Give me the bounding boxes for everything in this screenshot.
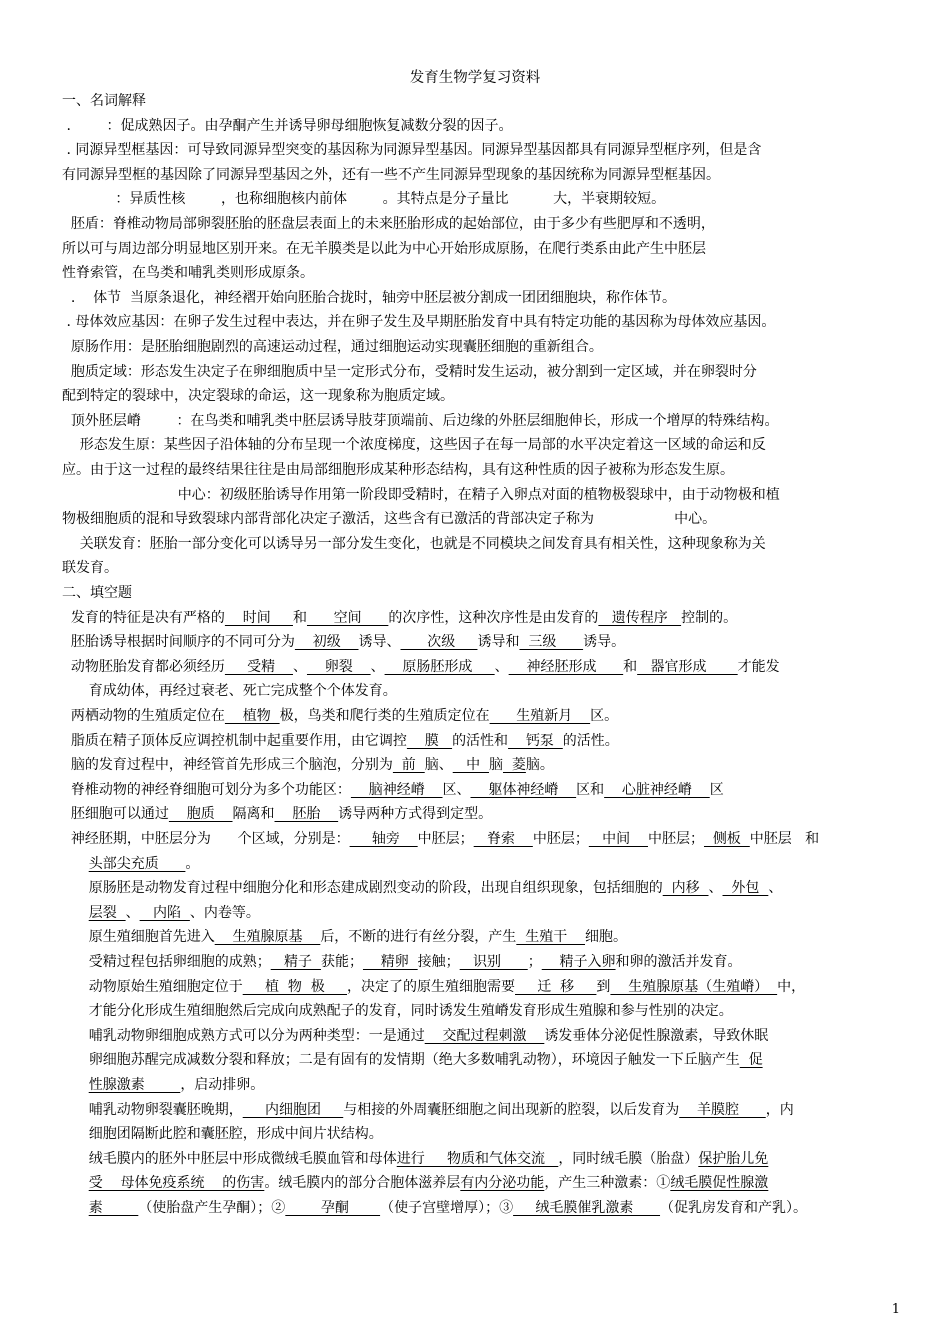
text-segment: 的活性和 xyxy=(452,732,509,749)
text-segment xyxy=(62,1077,89,1093)
text-segment: 脂质在精子顶体反应调控机制中起重要作用，由它调控 xyxy=(62,732,407,749)
text-segment: . 母体效应基因：在卵子发生过程中表达，并在卵子发生及早期胚胎发育中具有特定功能的基因称为母体效应基因。 xyxy=(62,314,776,331)
text-segment: 原肠胚是动物发育过程中细胞分化和形态建成剧烈变动的阶段，出现自组织现象，包括细胞的 xyxy=(62,880,663,897)
filled-blank-answer: 生殖腺原基（生殖嵴） xyxy=(610,978,778,995)
text-segment: . 同源异型框基因：可导致同源异型突变的基因称为同源异型基因。同源异型基因都具有同源异型框序列，但是含 xyxy=(62,142,762,159)
text-line xyxy=(62,999,902,1023)
text-segment: 接触； xyxy=(417,954,460,970)
text-segment: 配到特定的裂球中，决定裂球的命运，这一现象称为胞质定域。 xyxy=(62,388,454,405)
text-segment: . 体节 当原条退化，神经褶开始向胚胎合拢时，轴旁中胚层被分割成一团团细胞块，称作体节。 xyxy=(62,289,677,306)
text-line xyxy=(62,1098,902,1122)
text-segment: 细胞。 xyxy=(585,929,628,946)
filled-blank-answer: 迁 移 xyxy=(515,978,597,995)
text-segment: 形态发生原：某些因子沿体轴的分布呈现一个浓度梯度，这些因子在每一局部的水平决定着这一区域的命运和反 xyxy=(62,437,766,454)
text-line xyxy=(62,507,902,531)
filled-blank-answer: 羊膜腔 xyxy=(679,1101,766,1118)
filled-blank-answer: 空间 xyxy=(306,609,389,626)
text-segment: 细胞团隔断此腔和囊胚腔，形成中间片状结构。 xyxy=(62,1126,383,1143)
text-line xyxy=(62,778,902,802)
filled-blank-answer: 性腺激素 xyxy=(88,1077,181,1093)
text-segment: 隔离和 xyxy=(232,806,275,823)
text-line xyxy=(62,753,902,777)
text-segment: 和 xyxy=(623,658,638,675)
filled-blank-answer: 绒毛膜促性腺激 xyxy=(670,1175,769,1192)
filled-blank-answer: 钙泵 xyxy=(508,732,563,749)
filled-blank-answer: 受 母体免疫系统 的伤害 xyxy=(88,1175,265,1192)
text-segment: 中胚层 和 xyxy=(749,831,820,847)
text-line xyxy=(62,1024,902,1048)
text-line xyxy=(62,360,902,384)
text-line xyxy=(62,1048,902,1072)
filled-blank-answer: 植物 xyxy=(224,708,280,724)
text-segment: 脊椎动物的神经脊细胞可划分为多个功能区： xyxy=(62,781,351,798)
text-segment: 胚细胞可以通过 xyxy=(62,806,169,823)
text-line xyxy=(62,655,902,679)
filled-blank-answer: 三级 xyxy=(519,634,584,651)
text-segment: 顶外胚层嵴 ：在鸟类和哺乳类中胚层诱导肢芽顶端前、后边缘的外胚层细胞伸长，形成一个增厚的特殊结构。 xyxy=(62,412,779,429)
text-segment: 哺乳动物卵细胞成熟方式可以分为两种类型：一是通过 xyxy=(62,1027,425,1044)
text-segment: . ：促成熟因子。由孕酮产生并诱导卵母细胞恢复减数分裂的因子。 xyxy=(62,117,513,134)
text-segment xyxy=(62,856,89,872)
filled-blank-answer: 心脏神经嵴 xyxy=(604,781,710,798)
text-line xyxy=(62,876,902,900)
filled-blank-answer: 有内分泌功能 xyxy=(460,1175,545,1192)
filled-blank-answer: 外包 xyxy=(722,880,769,897)
filled-blank-answer: 卵裂 xyxy=(306,658,371,675)
text-line xyxy=(62,212,902,236)
text-segment: 与相接的外周囊胚细胞之间出现新的腔裂，以后发育为 xyxy=(343,1101,680,1118)
filled-blank-answer: 原肠胚形成 xyxy=(384,658,495,675)
text-segment: 中， xyxy=(777,978,806,995)
text-line xyxy=(62,802,902,826)
text-segment: 受精过程包括卵细胞的成熟； xyxy=(62,954,271,970)
text-segment: 区、 xyxy=(442,781,471,798)
text-segment: 胞质定域：形态发生决定子在卵细胞质中呈一定形式分布，受精时发生运动，被分割到一定区域，并在卵裂时分 xyxy=(62,363,757,380)
text-line xyxy=(62,1147,902,1171)
filled-blank-answer: 受精 xyxy=(224,658,293,675)
text-line xyxy=(62,335,902,359)
text-line xyxy=(62,409,902,433)
text-line xyxy=(62,1122,902,1146)
text-segment: 才能发 xyxy=(737,658,780,675)
text-line xyxy=(62,114,902,138)
text-segment: 脑的发育过程中，神经管首先形成三个脑泡，分别为 xyxy=(62,757,393,774)
text-line xyxy=(62,187,902,211)
filled-blank-answer: 时间 xyxy=(224,609,293,626)
text-line xyxy=(62,1171,902,1195)
text-segment: 发育的特征是决有严格的 xyxy=(62,609,225,626)
text-segment: 诱导和 xyxy=(477,634,520,651)
text-segment: 区和 xyxy=(576,781,605,798)
text-segment: 控制的。 xyxy=(681,609,738,626)
text-segment: 诱导两种方式得到定型。 xyxy=(338,806,493,823)
text-line xyxy=(62,458,902,482)
text-segment: 联发育。 xyxy=(62,560,118,577)
text-segment: 两栖动物的生殖质定位在 xyxy=(62,708,225,724)
text-line xyxy=(62,950,902,974)
filled-blank-answer: 保护胎儿免 xyxy=(698,1150,769,1167)
document-title: 发育生物学复习资料 xyxy=(409,70,541,86)
text-line xyxy=(62,975,902,999)
filled-blank-answer: 遗传程序 xyxy=(598,609,682,626)
text-segment: 应。由于这一过程的最终结果往往是由局部细胞形成某种形态结构，具有这种性质的因子被称为形态发生原。 xyxy=(62,462,734,478)
text-segment: （使子宫壁增厚）；③ xyxy=(380,1200,514,1216)
filled-blank-answer: 初级 xyxy=(294,634,359,651)
text-segment: 到 xyxy=(596,978,611,995)
text-segment: ，启动排卵。 xyxy=(180,1077,265,1093)
text-segment: 绒毛膜内的胚外中胚层中形成微绒毛膜血管和母体 xyxy=(62,1150,397,1167)
text-line xyxy=(62,89,902,113)
filled-blank-answer: 绒毛膜催乳激素 xyxy=(513,1200,661,1216)
text-line xyxy=(62,827,902,851)
text-line xyxy=(62,384,902,408)
filled-blank-answer: 生殖干 xyxy=(516,929,586,946)
text-line xyxy=(62,556,902,580)
text-segment: 原肠作用：是胚胎细胞剧烈的高速运动过程，通过细胞运动实现囊胚细胞的重新组合。 xyxy=(62,339,603,355)
text-segment: ，内 xyxy=(765,1101,794,1118)
filled-blank-answer: 孕酮 xyxy=(285,1200,381,1216)
filled-blank-answer: 中 xyxy=(452,757,489,774)
text-segment: 后，不断的进行有丝分裂，产生 xyxy=(320,929,517,946)
text-segment: （使胎盘产生孕酮）；② xyxy=(138,1200,286,1216)
filled-blank-answer: 精子 xyxy=(270,954,321,970)
text-segment: 、 xyxy=(708,880,723,897)
text-segment: 中心：初级胚胎诱导作用第一阶段即受精时，在精子入卵点对面的植物极裂球中，由于动物极和植 xyxy=(62,486,780,503)
filled-blank-answer: 交配过程刺激 xyxy=(424,1027,545,1044)
text-line xyxy=(62,163,902,187)
filled-blank-answer: 胚胎 xyxy=(274,806,339,823)
filled-blank-answer: 躯体神经嵴 xyxy=(470,781,577,798)
text-segment: 的活性。 xyxy=(562,732,619,749)
text-segment: 诱导。 xyxy=(583,634,626,651)
text-line xyxy=(62,261,902,285)
text-segment: 获能； xyxy=(320,954,363,970)
text-line xyxy=(62,679,902,703)
text-segment: 区 xyxy=(709,781,724,798)
page-number: 1 xyxy=(891,1302,900,1317)
text-line xyxy=(62,729,902,753)
text-line xyxy=(62,630,902,654)
text-segment: 动物原始生殖细胞定位于 xyxy=(62,978,243,995)
filled-blank-answer: 头部尖充质 xyxy=(88,855,186,872)
filled-blank-answer: 器官形成 xyxy=(637,658,738,675)
text-segment: 。 xyxy=(185,855,200,872)
text-segment: 脑、 xyxy=(424,757,453,774)
filled-blank-answer: 胞质 xyxy=(168,806,233,823)
text-line xyxy=(62,606,902,630)
text-line xyxy=(62,925,902,949)
text-segment: 。绒毛膜内的部分合胞体滋养层 xyxy=(264,1175,461,1192)
filled-blank-answer: 侧板 xyxy=(703,831,750,847)
text-line xyxy=(62,138,902,162)
filled-blank-answer: 脊索 xyxy=(473,831,533,847)
text-segment: 和 xyxy=(292,609,307,626)
filled-blank-answer: 生殖腺原基 xyxy=(214,929,321,946)
text-segment: 育成幼体，再经过衰老、死亡完成整个个体发育。 xyxy=(62,683,397,700)
text-segment: 、 xyxy=(494,658,509,675)
text-segment: ，决定了的原生殖细胞需要 xyxy=(347,978,516,995)
filled-blank-answer: 前 xyxy=(392,757,425,774)
filled-blank-answer: 精子入卵 xyxy=(541,954,616,970)
filled-blank-answer: 轴旁 xyxy=(349,831,418,847)
text-segment: 有同源异型框的基因除了同源异型基因之外，还有一些不产生同源异型现象的基因统称为同源异型框基因。 xyxy=(62,166,720,183)
text-line xyxy=(62,581,902,605)
text-segment: 、 xyxy=(292,658,307,675)
text-segment: 动物胚胎发育都必须经历 xyxy=(62,658,225,675)
text-segment: 中胚层； xyxy=(647,831,704,847)
text-segment: 的次序性，这种次序性是由发育的 xyxy=(388,609,599,626)
filled-blank-answer: 识别 xyxy=(459,954,528,970)
text-line xyxy=(62,704,902,728)
text-segment: 二、填空题 xyxy=(62,585,132,601)
text-segment: 中胚层； xyxy=(532,831,589,847)
text-segment: 、 xyxy=(370,658,385,675)
text-segment: 脑 xyxy=(488,757,503,774)
text-line xyxy=(62,483,902,507)
text-segment: 原生殖细胞首先进入 xyxy=(62,929,215,946)
text-segment: 胚盾：脊椎动物局部卵裂胚胎的胚盘层表面上的未来胚胎形成的起始部位，由于多少有些肥厚和不透明， xyxy=(62,216,715,232)
filled-blank-answer: 生殖新月 xyxy=(489,708,591,724)
text-segment: ； xyxy=(527,954,542,970)
text-segment: 、 xyxy=(125,904,140,921)
text-segment: （促乳房发育和产乳）。 xyxy=(660,1200,808,1216)
text-segment: 脑。 xyxy=(525,757,554,774)
text-line xyxy=(62,852,902,876)
text-segment: 所以可与周边部分明显地区别开来。在无羊膜类是以此为中心开始形成原肠，在爬行类系由此产生中胚层 xyxy=(62,240,706,257)
filled-blank-answer: 促 xyxy=(739,1052,763,1069)
text-segment: 胚胎诱导根据时间顺序的不同可分为 xyxy=(62,634,295,651)
text-segment: 极，鸟类和爬行类的生殖质定位在 xyxy=(279,708,490,724)
text-segment: 诱发垂体分泌促性腺激素，导致休眠 xyxy=(544,1027,769,1044)
text-line xyxy=(62,433,902,457)
text-segment: 才能分化形成生殖细胞然后完成向成熟配子的发育，同时诱发生殖嵴发育形成生殖腺和参与性别的决定。 xyxy=(62,1003,733,1020)
text-segment: 物极细胞质的混和导致裂球内部背部化决定子激活，这些含有已激活的背部决定子称为 中心。 xyxy=(62,511,717,528)
text-segment: 、内卷等。 xyxy=(189,904,260,921)
text-line xyxy=(62,532,902,556)
text-line xyxy=(62,1073,902,1097)
text-segment xyxy=(62,1200,89,1216)
text-line xyxy=(62,286,902,310)
text-segment: 性脊索管，在鸟类和哺乳类则形成原条。 xyxy=(62,265,314,282)
filled-blank-answer: 植 物 极 xyxy=(242,978,348,995)
filled-blank-answer: 内移 xyxy=(662,880,709,897)
text-segment xyxy=(62,905,89,921)
filled-blank-answer: 精卵 xyxy=(362,954,418,970)
text-segment: 神经胚期，中胚层分为 个区域，分别是： xyxy=(62,831,350,847)
text-line xyxy=(62,237,902,261)
text-segment: 、 xyxy=(768,880,783,897)
text-segment: 中胚层； xyxy=(417,831,474,847)
text-line xyxy=(62,1196,902,1220)
filled-blank-answer: 次级 xyxy=(400,634,478,651)
text-line xyxy=(62,901,902,925)
text-segment: 区。 xyxy=(590,708,619,724)
text-segment: 诱导、 xyxy=(358,634,401,651)
filled-blank-answer: 中间 xyxy=(588,831,648,847)
text-segment: 哺乳动物卵裂囊胚晚期， xyxy=(62,1101,243,1118)
filled-blank-answer: 神经胚形成 xyxy=(508,658,624,675)
text-segment: ：异质性核 ，也称细胞核内前体 。其特点是分子量比 大，半衰期较短。 xyxy=(62,191,666,208)
filled-blank-answer: 脑神经嵴 xyxy=(350,781,443,798)
filled-blank-answer: 菱 xyxy=(502,757,526,774)
text-segment xyxy=(62,1175,89,1191)
text-line xyxy=(62,310,902,334)
text-segment: ，同时绒毛膜（胎盘） xyxy=(558,1150,699,1167)
text-segment: ，产生三种激素：① xyxy=(544,1175,671,1192)
filled-blank-answer: 内陷 xyxy=(139,904,190,921)
text-segment: 一、名词解释 xyxy=(62,93,146,109)
filled-blank-answer: 素 xyxy=(88,1200,139,1216)
filled-blank-answer: 层裂 xyxy=(88,904,126,921)
text-segment: 卵细胞苏醒完成减数分裂和释放；二是有固有的发情期（绝大多数哺乳动物），环境因子触发一下丘脑产生 xyxy=(62,1052,740,1069)
filled-blank-answer: 进行 物质和气体交流 xyxy=(396,1150,559,1167)
text-segment: 关联发育：胚胎一部分变化可以诱导另一部分发生变化，也就是不同模块之间发育具有相关性，这种现象称为关 xyxy=(62,535,766,552)
filled-blank-answer: 内细胞团 xyxy=(242,1101,344,1118)
filled-blank-answer: 膜 xyxy=(406,732,453,749)
text-segment: 和卵的激活并发育。 xyxy=(615,954,742,970)
